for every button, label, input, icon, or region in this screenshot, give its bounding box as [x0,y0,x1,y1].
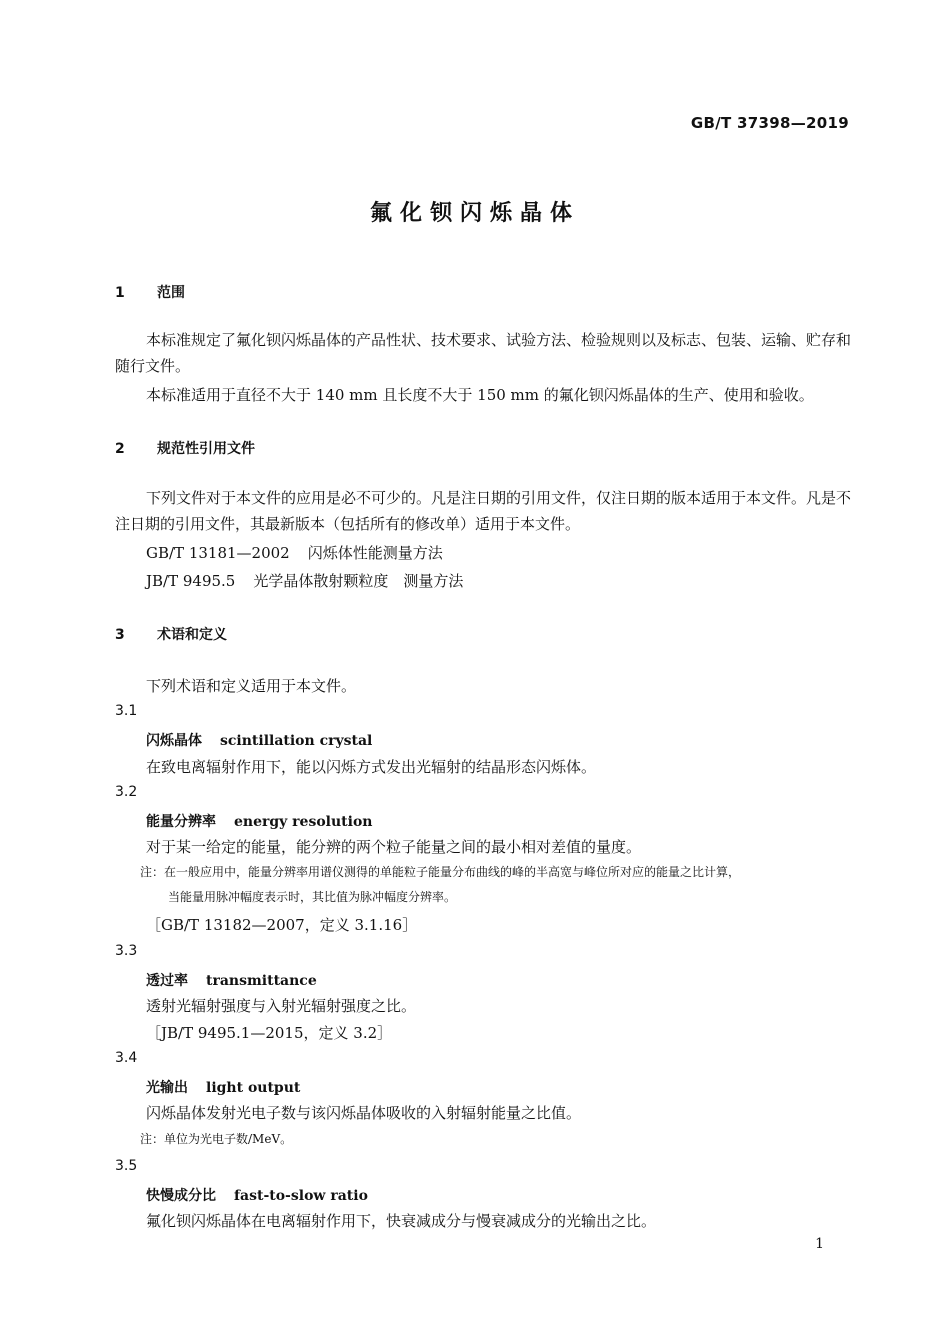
section-number: 2 [115,441,125,457]
paragraph-text: 下列文件对于本文件的应用是必不可少的。凡是注日期的引用文件，仅注日期的版本适用于本文件。凡是不注日期的引用文件，其最新版本（包括所有的修改单）适用于本文件。 [115,489,852,533]
note-label: 注： [140,1132,165,1146]
section-title: 术语和定义 [157,627,227,643]
term-number: 3.1 [115,703,138,719]
term-entry [146,811,372,831]
paragraph [115,327,851,379]
term-number: 3.4 [115,1050,138,1066]
term-en: energy resolution [234,814,373,830]
standard-number: GB/T 37398—2019 [690,114,849,132]
note-text: 在一般应用中，能量分辨率用谱仪测得的单能粒子能量分布曲线的峰的半高宽与峰位所对应的能量之比计算， [164,865,741,879]
term-definition: 氟化钡闪烁晶体在电离辐射作用下，快衰减成分与慢衰减成分的光输出之比。 [146,1212,657,1230]
term-zh: 透过率 [146,973,188,989]
normative-reference [146,570,463,591]
section-number: 3 [115,627,125,643]
note-text: 当能量用脉冲幅度表示时，其比值为脉冲幅度分辨率。 [168,890,457,904]
note [140,860,852,910]
section-2-heading [115,438,255,458]
term-entry [146,1077,300,1097]
reference-code: JB/T 9495.5 [146,572,236,590]
section-number: 1 [115,285,125,301]
paragraph [115,485,851,537]
term-definition: 在致电离辐射作用下，能以闪烁方式发出光辐射的结晶形态闪烁体。 [146,758,597,776]
section-title: 规范性引用文件 [157,441,255,457]
term-number: 3.5 [115,1158,138,1174]
reference-title: 闪烁体性能测量方法 [307,544,443,562]
section-3-heading [115,624,227,644]
note-label: 注： [140,865,165,879]
term-en: transmittance [206,973,317,989]
term-source: ［GB/T 13182—2007，定义 3.1.16］ [146,916,418,934]
paragraph: 下列术语和定义适用于本文件。 [146,677,357,695]
page-number: 1 [815,1236,824,1252]
term-entry [146,1185,368,1205]
term-definition: 闪烁晶体发射光电子数与该闪烁晶体吸收的入射辐射能量之比值。 [146,1104,582,1122]
page-title: 氟化钡闪烁晶体 [369,201,580,226]
reference-code: GB/T 13181—2002 [146,544,290,562]
term-zh: 光输出 [146,1080,188,1096]
reference-title: 光学晶体散射颗粒度 测量方法 [253,572,464,590]
term-en: fast-to-slow ratio [234,1188,368,1204]
term-definition: 对于某一给定的能量，能分辨的两个粒子能量之间的最小相对差值的量度。 [146,838,642,856]
term-zh: 能量分辨率 [146,814,216,830]
term-number: 3.2 [115,784,138,800]
term-number: 3.3 [115,943,138,959]
section-1-heading [115,282,185,302]
term-en: light output [206,1080,301,1096]
normative-reference [146,542,443,563]
term-entry [146,730,372,750]
term-en: scintillation crystal [220,733,373,749]
paragraph: 本标准适用于直径不大于 140 mm 且长度不大于 150 mm 的氟化钡闪烁晶体的生产、使用和验收。 [146,386,814,404]
note [140,1127,852,1152]
term-source: ［JB/T 9495.1—2015，定义 3.2］ [146,1024,393,1042]
term-zh: 快慢成分比 [146,1188,216,1204]
term-definition: 透射光辐射强度与入射光辐射强度之比。 [146,997,417,1015]
term-entry [146,970,317,990]
section-title: 范围 [157,285,185,301]
paragraph-text: 本标准规定了氟化钡闪烁晶体的产品性状、技术要求、试验方法、检验规则以及标志、包装、运输、贮存和随行文件。 [115,331,852,375]
term-zh: 闪烁晶体 [146,733,202,749]
note-text: 单位为光电子数/MeV。 [164,1132,293,1146]
